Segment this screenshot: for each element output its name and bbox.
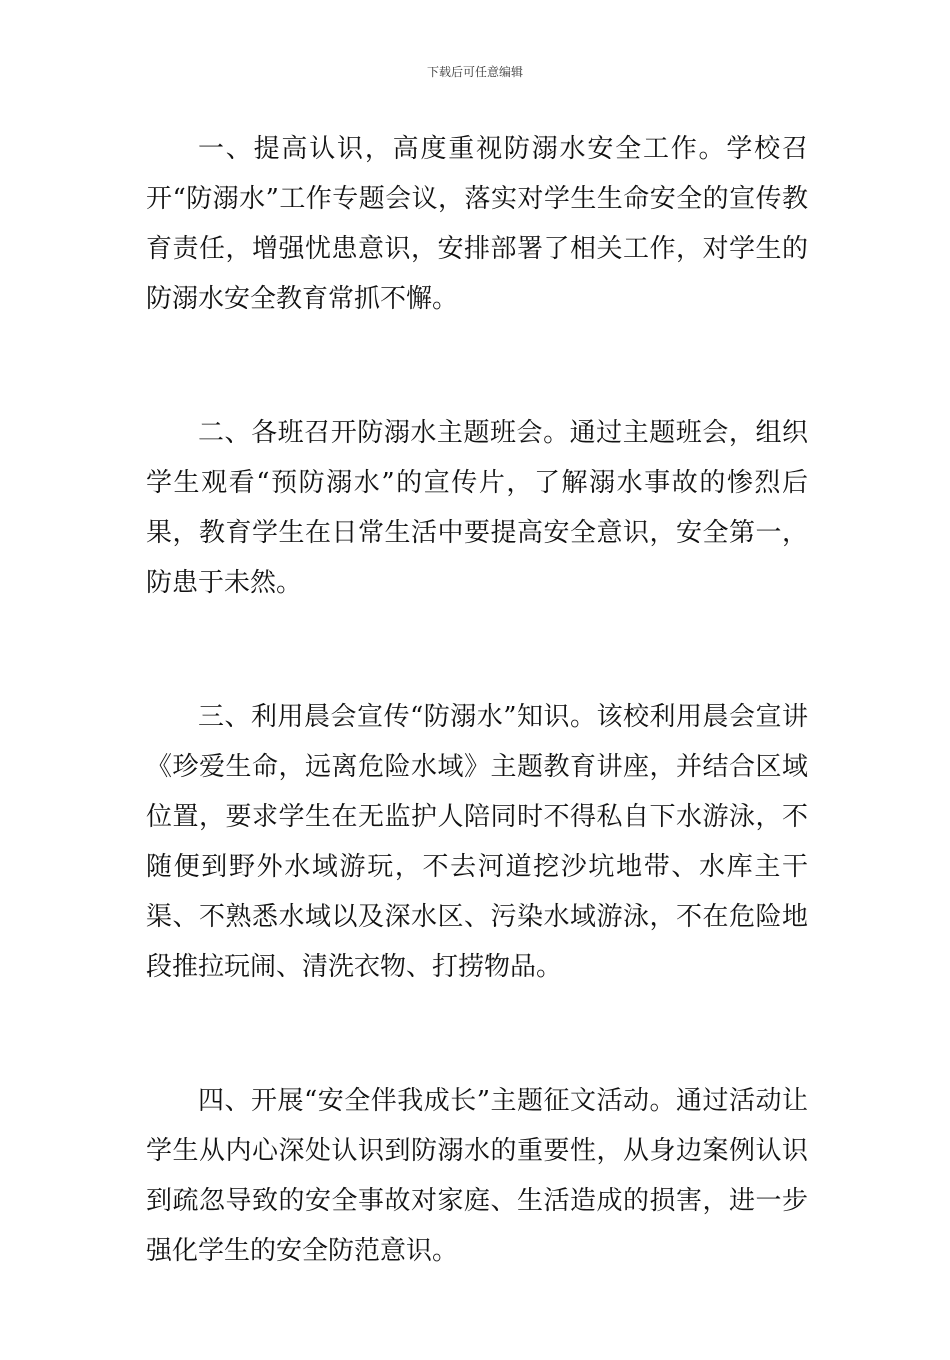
document-body: [146, 124, 808, 1360]
paragraph-2: 二、各班召开防溺水主题班会。通过主题班会，组织学生观看“预防溺水”的宣传片，了解溺水事故的惨烈后果，教育学生在日常生活中要提高安全意识，安全第一，防患于未然。: [146, 418, 808, 598]
paragraph-3: 三、利用晨会宣传“防溺水”知识。该校利用晨会宣讲《珍爱生命，远离危险水域》主题教育讲座，并结合区域位置，要求学生在无监护人陪同时不得私自下水游泳，不随便到野外水域游玩，不去河道挖沙坑地带、水库主干渠、不熟悉水域以及深水区、污染水域游泳，不在危险地段推拉玩闹、清洗衣物、打捞物品。: [146, 702, 808, 982]
page-header-note: 下载后可任意编辑: [426, 65, 523, 79]
paragraph-4: 四、开展“安全伴我成长”主题征文活动。通过活动让学生从内心深处认识到防溺水的重要性，从身边案例认识到疏忽导致的安全事故对家庭、生活造成的损害，进一步强化学生的安全防范意识。: [146, 1086, 808, 1266]
paragraph-1: 一、提高认识，高度重视防溺水安全工作。学校召开“防溺水”工作专题会议，落实对学生生命安全的宣传教育责任，增强忧患意识，安排部署了相关工作，对学生的防溺水安全教育常抓不懈。: [146, 134, 808, 314]
